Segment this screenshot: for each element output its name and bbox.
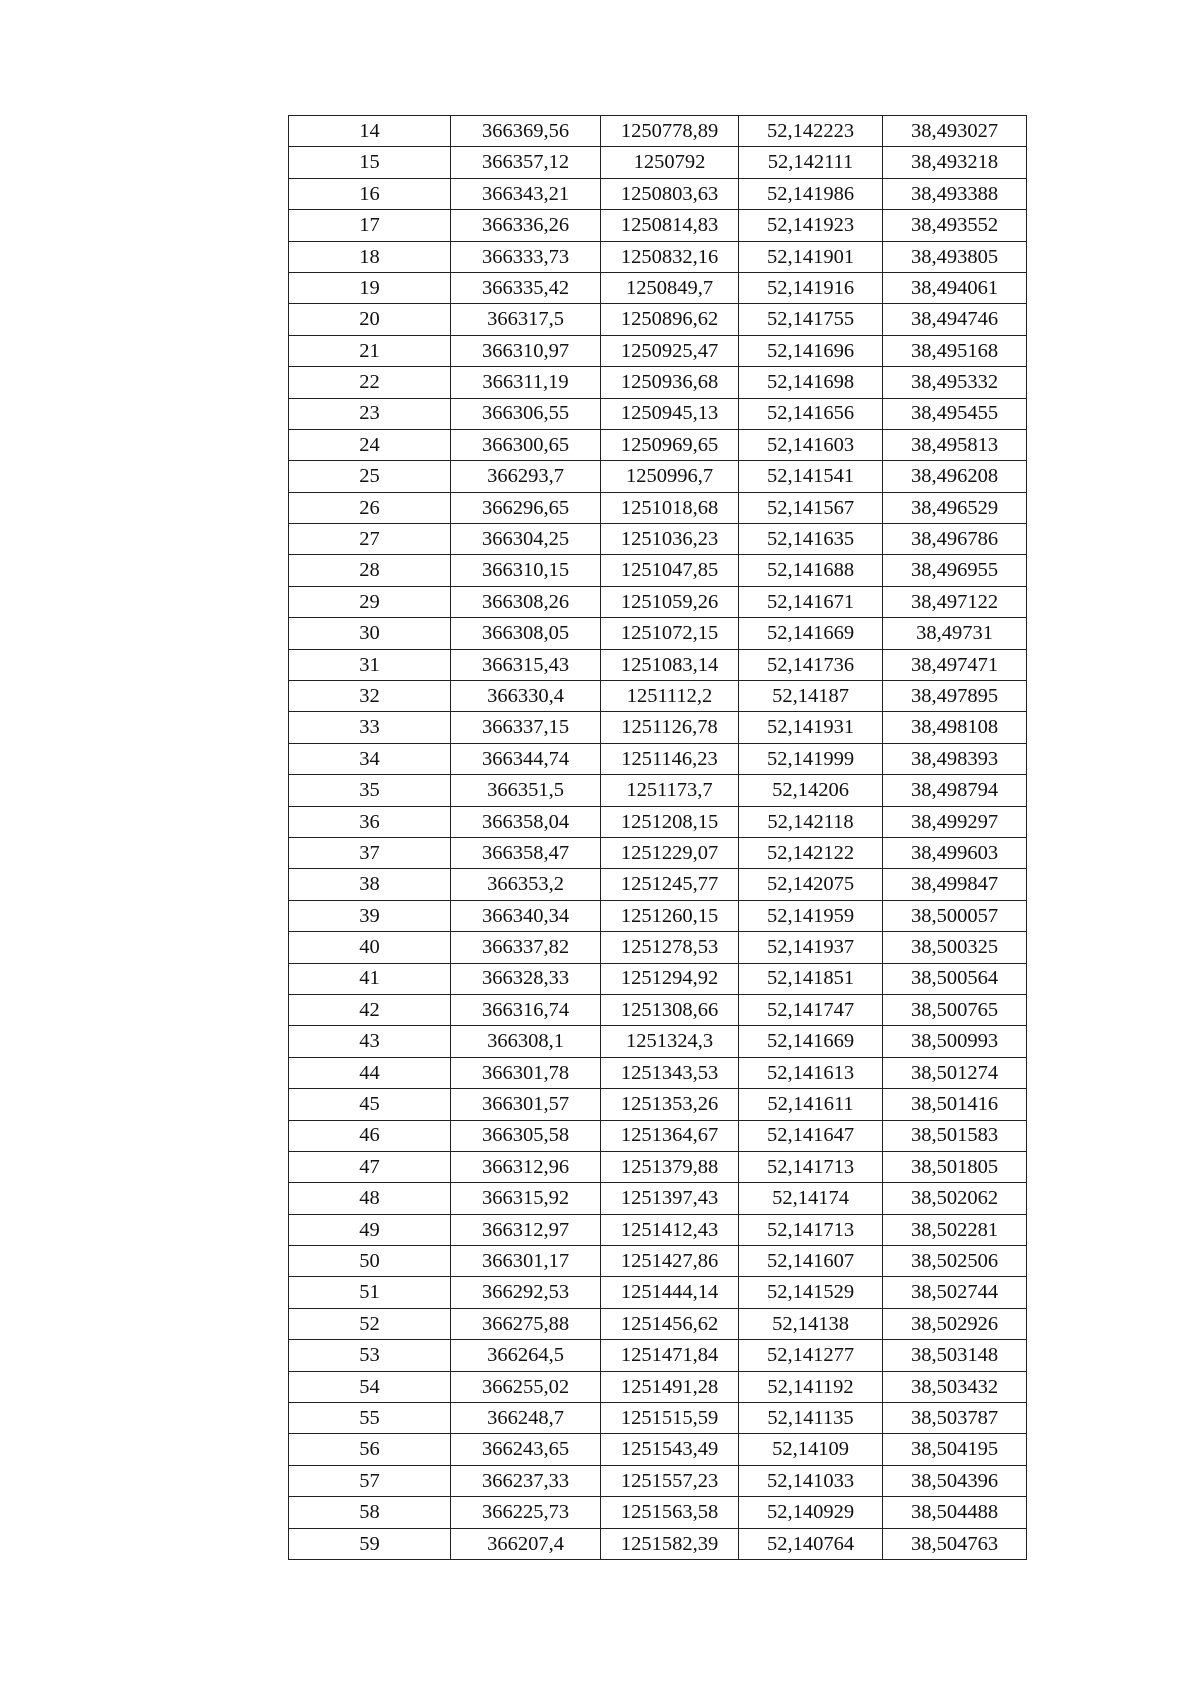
longitude-cell: 38,502506	[883, 1246, 1027, 1277]
latitude-cell: 52,14109	[739, 1434, 883, 1465]
table-row	[289, 1528, 1027, 1559]
point-number-cell: 20	[289, 304, 451, 335]
longitude-cell: 38,499847	[883, 869, 1027, 900]
point-number-cell: 18	[289, 241, 451, 272]
table-row	[289, 806, 1027, 837]
x-coordinate-cell: 366353,2	[451, 869, 601, 900]
point-number-cell: 19	[289, 272, 451, 303]
y-coordinate-cell: 1251557,23	[601, 1465, 739, 1496]
point-number-cell: 22	[289, 367, 451, 398]
table-row	[289, 994, 1027, 1025]
table-row	[289, 335, 1027, 366]
y-coordinate-cell: 1251444,14	[601, 1277, 739, 1308]
y-coordinate-cell: 1251059,26	[601, 586, 739, 617]
y-coordinate-cell: 1251563,58	[601, 1497, 739, 1528]
point-number-cell: 35	[289, 775, 451, 806]
latitude-cell: 52,141647	[739, 1120, 883, 1151]
point-number-cell: 49	[289, 1214, 451, 1245]
table-row	[289, 837, 1027, 868]
longitude-cell: 38,493805	[883, 241, 1027, 272]
longitude-cell: 38,498393	[883, 743, 1027, 774]
point-number-cell: 59	[289, 1528, 451, 1559]
point-number-cell: 54	[289, 1371, 451, 1402]
point-number-cell: 28	[289, 555, 451, 586]
point-number-cell: 15	[289, 147, 451, 178]
longitude-cell: 38,503432	[883, 1371, 1027, 1402]
latitude-cell: 52,142118	[739, 806, 883, 837]
table-row	[289, 367, 1027, 398]
point-number-cell: 16	[289, 178, 451, 209]
y-coordinate-cell: 1251294,92	[601, 963, 739, 994]
longitude-cell: 38,496208	[883, 461, 1027, 492]
table-row	[289, 178, 1027, 209]
longitude-cell: 38,499297	[883, 806, 1027, 837]
x-coordinate-cell: 366358,04	[451, 806, 601, 837]
table-row	[289, 116, 1027, 147]
y-coordinate-cell: 1250996,7	[601, 461, 739, 492]
table-row	[289, 461, 1027, 492]
latitude-cell: 52,141696	[739, 335, 883, 366]
y-coordinate-cell: 1251146,23	[601, 743, 739, 774]
longitude-cell: 38,497895	[883, 681, 1027, 712]
longitude-cell: 38,500993	[883, 1026, 1027, 1057]
longitude-cell: 38,493552	[883, 210, 1027, 241]
y-coordinate-cell: 1251324,3	[601, 1026, 739, 1057]
latitude-cell: 52,141656	[739, 398, 883, 429]
table-row	[289, 1183, 1027, 1214]
longitude-cell: 38,502926	[883, 1308, 1027, 1339]
latitude-cell: 52,140929	[739, 1497, 883, 1528]
x-coordinate-cell: 366310,15	[451, 555, 601, 586]
longitude-cell: 38,497122	[883, 586, 1027, 617]
y-coordinate-cell: 1251072,15	[601, 618, 739, 649]
latitude-cell: 52,141931	[739, 712, 883, 743]
point-number-cell: 31	[289, 649, 451, 680]
y-coordinate-cell: 1250969,65	[601, 429, 739, 460]
longitude-cell: 38,503787	[883, 1403, 1027, 1434]
y-coordinate-cell: 1250803,63	[601, 178, 739, 209]
latitude-cell: 52,141901	[739, 241, 883, 272]
x-coordinate-cell: 366312,96	[451, 1151, 601, 1182]
x-coordinate-cell: 366301,17	[451, 1246, 601, 1277]
y-coordinate-cell: 1251126,78	[601, 712, 739, 743]
latitude-cell: 52,141611	[739, 1089, 883, 1120]
y-coordinate-cell: 1250945,13	[601, 398, 739, 429]
point-number-cell: 30	[289, 618, 451, 649]
x-coordinate-cell: 366305,58	[451, 1120, 601, 1151]
table-row	[289, 1308, 1027, 1339]
y-coordinate-cell: 1251047,85	[601, 555, 739, 586]
y-coordinate-cell: 1251245,77	[601, 869, 739, 900]
coordinates-table-body	[289, 116, 1027, 1560]
point-number-cell: 48	[289, 1183, 451, 1214]
latitude-cell: 52,141541	[739, 461, 883, 492]
y-coordinate-cell: 1251543,49	[601, 1434, 739, 1465]
y-coordinate-cell: 1251427,86	[601, 1246, 739, 1277]
x-coordinate-cell: 366344,74	[451, 743, 601, 774]
longitude-cell: 38,502744	[883, 1277, 1027, 1308]
latitude-cell: 52,140764	[739, 1528, 883, 1559]
y-coordinate-cell: 1250792	[601, 147, 739, 178]
table-row	[289, 524, 1027, 555]
y-coordinate-cell: 1251343,53	[601, 1057, 739, 1088]
x-coordinate-cell: 366207,4	[451, 1528, 601, 1559]
table-row	[289, 1151, 1027, 1182]
point-number-cell: 42	[289, 994, 451, 1025]
longitude-cell: 38,498108	[883, 712, 1027, 743]
latitude-cell: 52,141635	[739, 524, 883, 555]
point-number-cell: 52	[289, 1308, 451, 1339]
latitude-cell: 52,141033	[739, 1465, 883, 1496]
point-number-cell: 44	[289, 1057, 451, 1088]
table-row	[289, 241, 1027, 272]
point-number-cell: 47	[289, 1151, 451, 1182]
x-coordinate-cell: 366308,26	[451, 586, 601, 617]
x-coordinate-cell: 366300,65	[451, 429, 601, 460]
point-number-cell: 32	[289, 681, 451, 712]
x-coordinate-cell: 366243,65	[451, 1434, 601, 1465]
latitude-cell: 52,141959	[739, 900, 883, 931]
latitude-cell: 52,141937	[739, 932, 883, 963]
latitude-cell: 52,141755	[739, 304, 883, 335]
x-coordinate-cell: 366310,97	[451, 335, 601, 366]
point-number-cell: 58	[289, 1497, 451, 1528]
x-coordinate-cell: 366264,5	[451, 1340, 601, 1371]
longitude-cell: 38,504396	[883, 1465, 1027, 1496]
table-row	[289, 869, 1027, 900]
latitude-cell: 52,141713	[739, 1214, 883, 1245]
y-coordinate-cell: 1250896,62	[601, 304, 739, 335]
y-coordinate-cell: 1250778,89	[601, 116, 739, 147]
latitude-cell: 52,14187	[739, 681, 883, 712]
x-coordinate-cell: 366337,82	[451, 932, 601, 963]
table-row	[289, 147, 1027, 178]
longitude-cell: 38,495455	[883, 398, 1027, 429]
y-coordinate-cell: 1251471,84	[601, 1340, 739, 1371]
latitude-cell: 52,142122	[739, 837, 883, 868]
latitude-cell: 52,141567	[739, 492, 883, 523]
latitude-cell: 52,14206	[739, 775, 883, 806]
x-coordinate-cell: 366275,88	[451, 1308, 601, 1339]
longitude-cell: 38,504488	[883, 1497, 1027, 1528]
y-coordinate-cell: 1251364,67	[601, 1120, 739, 1151]
latitude-cell: 52,141916	[739, 272, 883, 303]
point-number-cell: 40	[289, 932, 451, 963]
table-row	[289, 1277, 1027, 1308]
longitude-cell: 38,493388	[883, 178, 1027, 209]
y-coordinate-cell: 1251083,14	[601, 649, 739, 680]
table-row	[289, 1089, 1027, 1120]
table-row	[289, 555, 1027, 586]
x-coordinate-cell: 366340,34	[451, 900, 601, 931]
table-row	[289, 1371, 1027, 1402]
longitude-cell: 38,502281	[883, 1214, 1027, 1245]
x-coordinate-cell: 366357,12	[451, 147, 601, 178]
y-coordinate-cell: 1251278,53	[601, 932, 739, 963]
table-row	[289, 272, 1027, 303]
longitude-cell: 38,501416	[883, 1089, 1027, 1120]
coordinates-table	[288, 115, 1027, 1560]
latitude-cell: 52,141747	[739, 994, 883, 1025]
y-coordinate-cell: 1251018,68	[601, 492, 739, 523]
point-number-cell: 34	[289, 743, 451, 774]
latitude-cell: 52,142111	[739, 147, 883, 178]
table-row	[289, 492, 1027, 523]
point-number-cell: 37	[289, 837, 451, 868]
table-row	[289, 900, 1027, 931]
x-coordinate-cell: 366358,47	[451, 837, 601, 868]
table-row	[289, 1026, 1027, 1057]
y-coordinate-cell: 1251456,62	[601, 1308, 739, 1339]
y-coordinate-cell: 1251308,66	[601, 994, 739, 1025]
point-number-cell: 27	[289, 524, 451, 555]
table-row	[289, 963, 1027, 994]
longitude-cell: 38,498794	[883, 775, 1027, 806]
x-coordinate-cell: 366312,97	[451, 1214, 601, 1245]
x-coordinate-cell: 366351,5	[451, 775, 601, 806]
latitude-cell: 52,141613	[739, 1057, 883, 1088]
table-row	[289, 210, 1027, 241]
y-coordinate-cell: 1251036,23	[601, 524, 739, 555]
x-coordinate-cell: 366308,1	[451, 1026, 601, 1057]
x-coordinate-cell: 366337,15	[451, 712, 601, 743]
point-number-cell: 39	[289, 900, 451, 931]
longitude-cell: 38,504195	[883, 1434, 1027, 1465]
x-coordinate-cell: 366335,42	[451, 272, 601, 303]
y-coordinate-cell: 1251353,26	[601, 1089, 739, 1120]
longitude-cell: 38,49731	[883, 618, 1027, 649]
point-number-cell: 57	[289, 1465, 451, 1496]
table-row	[289, 775, 1027, 806]
latitude-cell: 52,142075	[739, 869, 883, 900]
latitude-cell: 52,141986	[739, 178, 883, 209]
longitude-cell: 38,500564	[883, 963, 1027, 994]
point-number-cell: 45	[289, 1089, 451, 1120]
x-coordinate-cell: 366317,5	[451, 304, 601, 335]
x-coordinate-cell: 366248,7	[451, 1403, 601, 1434]
longitude-cell: 38,501583	[883, 1120, 1027, 1151]
longitude-cell: 38,497471	[883, 649, 1027, 680]
table-row	[289, 618, 1027, 649]
point-number-cell: 53	[289, 1340, 451, 1371]
y-coordinate-cell: 1250814,83	[601, 210, 739, 241]
x-coordinate-cell: 366237,33	[451, 1465, 601, 1496]
longitude-cell: 38,499603	[883, 837, 1027, 868]
y-coordinate-cell: 1251412,43	[601, 1214, 739, 1245]
y-coordinate-cell: 1251515,59	[601, 1403, 739, 1434]
point-number-cell: 23	[289, 398, 451, 429]
y-coordinate-cell: 1251260,15	[601, 900, 739, 931]
longitude-cell: 38,495332	[883, 367, 1027, 398]
x-coordinate-cell: 366308,05	[451, 618, 601, 649]
point-number-cell: 14	[289, 116, 451, 147]
longitude-cell: 38,502062	[883, 1183, 1027, 1214]
point-number-cell: 41	[289, 963, 451, 994]
longitude-cell: 38,500325	[883, 932, 1027, 963]
latitude-cell: 52,142223	[739, 116, 883, 147]
y-coordinate-cell: 1251379,88	[601, 1151, 739, 1182]
latitude-cell: 52,141669	[739, 1026, 883, 1057]
latitude-cell: 52,141698	[739, 367, 883, 398]
point-number-cell: 43	[289, 1026, 451, 1057]
point-number-cell: 26	[289, 492, 451, 523]
latitude-cell: 52,141923	[739, 210, 883, 241]
latitude-cell: 52,141135	[739, 1403, 883, 1434]
y-coordinate-cell: 1250849,7	[601, 272, 739, 303]
point-number-cell: 56	[289, 1434, 451, 1465]
x-coordinate-cell: 366301,57	[451, 1089, 601, 1120]
point-number-cell: 21	[289, 335, 451, 366]
longitude-cell: 38,496529	[883, 492, 1027, 523]
latitude-cell: 52,141688	[739, 555, 883, 586]
latitude-cell: 52,141851	[739, 963, 883, 994]
table-row	[289, 429, 1027, 460]
latitude-cell: 52,141277	[739, 1340, 883, 1371]
y-coordinate-cell: 1251229,07	[601, 837, 739, 868]
longitude-cell: 38,496955	[883, 555, 1027, 586]
x-coordinate-cell: 366336,26	[451, 210, 601, 241]
x-coordinate-cell: 366293,7	[451, 461, 601, 492]
longitude-cell: 38,501274	[883, 1057, 1027, 1088]
table-row	[289, 1465, 1027, 1496]
table-row	[289, 586, 1027, 617]
table-row	[289, 1057, 1027, 1088]
longitude-cell: 38,503148	[883, 1340, 1027, 1371]
x-coordinate-cell: 366330,4	[451, 681, 601, 712]
y-coordinate-cell: 1251112,2	[601, 681, 739, 712]
y-coordinate-cell: 1251208,15	[601, 806, 739, 837]
table-row	[289, 1340, 1027, 1371]
x-coordinate-cell: 366369,56	[451, 116, 601, 147]
longitude-cell: 38,494061	[883, 272, 1027, 303]
x-coordinate-cell: 366311,19	[451, 367, 601, 398]
latitude-cell: 52,141192	[739, 1371, 883, 1402]
x-coordinate-cell: 366343,21	[451, 178, 601, 209]
longitude-cell: 38,495168	[883, 335, 1027, 366]
x-coordinate-cell: 366225,73	[451, 1497, 601, 1528]
x-coordinate-cell: 366301,78	[451, 1057, 601, 1088]
table-row	[289, 649, 1027, 680]
longitude-cell: 38,496786	[883, 524, 1027, 555]
latitude-cell: 52,141603	[739, 429, 883, 460]
point-number-cell: 36	[289, 806, 451, 837]
latitude-cell: 52,141669	[739, 618, 883, 649]
table-row	[289, 1246, 1027, 1277]
x-coordinate-cell: 366304,25	[451, 524, 601, 555]
point-number-cell: 17	[289, 210, 451, 241]
longitude-cell: 38,500057	[883, 900, 1027, 931]
y-coordinate-cell: 1250925,47	[601, 335, 739, 366]
x-coordinate-cell: 366292,53	[451, 1277, 601, 1308]
table-row	[289, 681, 1027, 712]
longitude-cell: 38,493027	[883, 116, 1027, 147]
table-row	[289, 932, 1027, 963]
x-coordinate-cell: 366296,65	[451, 492, 601, 523]
x-coordinate-cell: 366333,73	[451, 241, 601, 272]
x-coordinate-cell: 366315,43	[451, 649, 601, 680]
latitude-cell: 52,14174	[739, 1183, 883, 1214]
y-coordinate-cell: 1251397,43	[601, 1183, 739, 1214]
latitude-cell: 52,141713	[739, 1151, 883, 1182]
y-coordinate-cell: 1250936,68	[601, 367, 739, 398]
latitude-cell: 52,141607	[739, 1246, 883, 1277]
y-coordinate-cell: 1251173,7	[601, 775, 739, 806]
table-row	[289, 1214, 1027, 1245]
latitude-cell: 52,141529	[739, 1277, 883, 1308]
point-number-cell: 50	[289, 1246, 451, 1277]
point-number-cell: 38	[289, 869, 451, 900]
latitude-cell: 52,141671	[739, 586, 883, 617]
latitude-cell: 52,14138	[739, 1308, 883, 1339]
y-coordinate-cell: 1250832,16	[601, 241, 739, 272]
point-number-cell: 46	[289, 1120, 451, 1151]
longitude-cell: 38,501805	[883, 1151, 1027, 1182]
latitude-cell: 52,141736	[739, 649, 883, 680]
longitude-cell: 38,494746	[883, 304, 1027, 335]
table-row	[289, 1403, 1027, 1434]
table-row	[289, 1497, 1027, 1528]
table-row	[289, 398, 1027, 429]
longitude-cell: 38,495813	[883, 429, 1027, 460]
x-coordinate-cell: 366306,55	[451, 398, 601, 429]
longitude-cell: 38,500765	[883, 994, 1027, 1025]
point-number-cell: 29	[289, 586, 451, 617]
table-row	[289, 743, 1027, 774]
x-coordinate-cell: 366316,74	[451, 994, 601, 1025]
point-number-cell: 25	[289, 461, 451, 492]
table-row	[289, 712, 1027, 743]
point-number-cell: 33	[289, 712, 451, 743]
longitude-cell: 38,493218	[883, 147, 1027, 178]
y-coordinate-cell: 1251582,39	[601, 1528, 739, 1559]
table-row	[289, 1434, 1027, 1465]
table-row	[289, 304, 1027, 335]
x-coordinate-cell: 366315,92	[451, 1183, 601, 1214]
y-coordinate-cell: 1251491,28	[601, 1371, 739, 1402]
x-coordinate-cell: 366328,33	[451, 963, 601, 994]
table-row	[289, 1120, 1027, 1151]
latitude-cell: 52,141999	[739, 743, 883, 774]
point-number-cell: 51	[289, 1277, 451, 1308]
point-number-cell: 24	[289, 429, 451, 460]
x-coordinate-cell: 366255,02	[451, 1371, 601, 1402]
point-number-cell: 55	[289, 1403, 451, 1434]
longitude-cell: 38,504763	[883, 1528, 1027, 1559]
